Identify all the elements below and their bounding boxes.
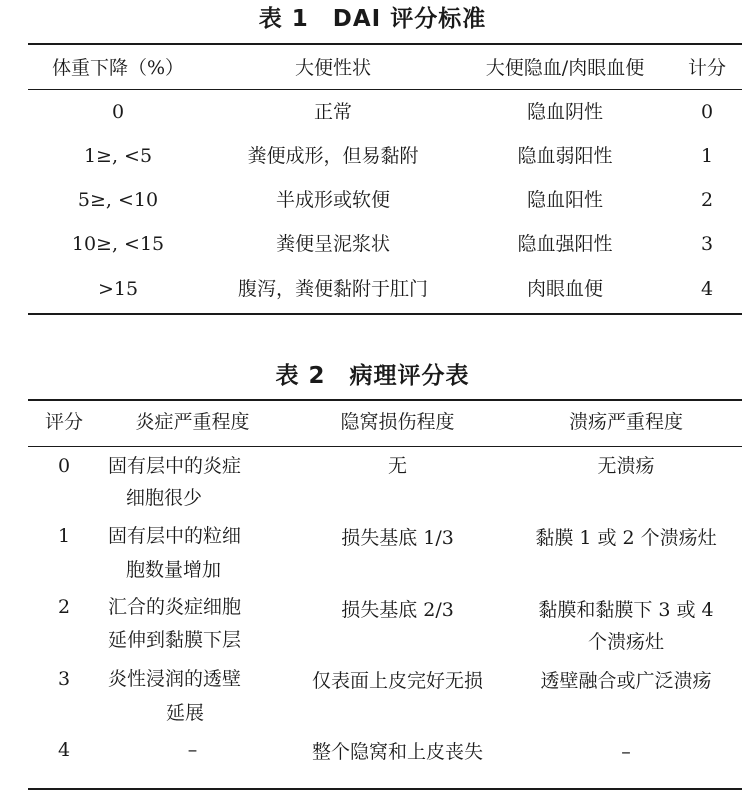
table2-cell-inflammation: 延展	[166, 702, 205, 724]
table2-cell-ulcer: 黏膜 1 或 2 个溃疡灶	[535, 527, 717, 549]
table2-header-ulcer: 溃疡严重程度	[568, 411, 683, 433]
table2-header-rule	[28, 446, 742, 447]
table2-cell-crypt: 无	[387, 455, 407, 477]
table1-header-stool-form: 大便性状	[294, 57, 371, 79]
table2-header-crypt: 隐窝损伤程度	[340, 411, 455, 433]
table2-cell-inflammation: 固有层中的炎症	[108, 455, 242, 477]
table2-cell-inflammation: 炎性浸润的透壁	[108, 668, 242, 690]
table2-bottom-rule	[28, 788, 742, 790]
table1-cell-score: 0	[700, 101, 714, 123]
table2-cell-score: 2	[57, 596, 71, 618]
table1-bottom-rule	[28, 313, 742, 315]
table1-cell-blood: 肉眼血便	[526, 278, 603, 300]
table1-header-score: 计分	[687, 57, 726, 79]
table1-cell-blood: 隐血阳性	[526, 189, 603, 211]
table1-cell-weight: 1≥, <5	[83, 145, 153, 167]
table1-cell-blood: 隐血弱阳性	[517, 145, 613, 167]
table1-cell-blood: 隐血阴性	[526, 101, 603, 123]
table2-top-rule	[28, 399, 742, 401]
table1-caption: 表 1 DAI 评分标准	[258, 6, 487, 32]
table1-cell-stool: 粪便呈泥浆状	[275, 233, 390, 255]
table1-cell-score: 2	[700, 189, 714, 211]
table1-cell-stool: 粪便成形，但易黏附	[247, 145, 419, 167]
table2-cell-ulcer: 透壁融合或广泛溃疡	[540, 670, 712, 692]
table2-cell-inflammation: 汇合的炎症细胞	[108, 596, 242, 618]
table2-cell-ulcer: 黏膜和黏膜下 3 或 4	[538, 599, 714, 621]
table2-cell-crypt: 整个隐窝和上皮丧失	[311, 741, 483, 763]
table2-caption: 表 2 病理评分表	[275, 363, 470, 389]
table2-cell-score: 0	[57, 455, 71, 477]
table1-cell-blood: 隐血强阳性	[517, 233, 613, 255]
table2-cell-inflammation: 延伸到黏膜下层	[108, 629, 242, 651]
table1-header-occult-blood: 大便隐血/肉眼血便	[485, 57, 645, 79]
table2-cell-ulcer: –	[621, 741, 631, 763]
table2-cell-score: 4	[57, 739, 71, 761]
table1-cell-weight: 5≥, <10	[77, 189, 159, 211]
table1-top-rule	[28, 43, 742, 45]
table1-cell-weight: 10≥, <15	[71, 233, 165, 255]
table2-cell-inflammation: –	[187, 739, 198, 761]
table2-cell-ulcer: 个溃疡灶	[587, 631, 664, 653]
table2-cell-crypt: 损失基底 2/3	[341, 599, 454, 621]
table1-cell-score: 4	[700, 278, 714, 300]
table1-header-weight-loss: 体重下降（%）	[51, 57, 185, 79]
table1-cell-weight: >15	[97, 278, 139, 300]
table2-header-inflammation: 炎症严重程度	[135, 411, 250, 433]
table1-cell-stool: 半成形或软便	[275, 189, 390, 211]
table2-cell-crypt: 损失基底 1/3	[341, 527, 454, 549]
table2-cell-score: 3	[57, 668, 71, 690]
table1-cell-weight: 0	[111, 101, 125, 123]
table1-cell-stool: 腹泻，粪便黏附于肛门	[237, 278, 428, 300]
table1-header-rule	[28, 89, 742, 90]
table1-cell-score: 3	[700, 233, 714, 255]
table2-cell-inflammation: 固有层中的粒细	[108, 525, 242, 547]
table2-cell-inflammation: 细胞很少	[126, 487, 203, 509]
table1-cell-score: 1	[700, 145, 714, 167]
table2-cell-ulcer: 无溃疡	[597, 455, 655, 477]
table2-cell-score: 1	[57, 525, 71, 547]
table2-cell-inflammation: 胞数量增加	[126, 559, 222, 581]
table2-cell-crypt: 仅表面上皮完好无损	[311, 670, 483, 692]
table2-header-score: 评分	[44, 411, 83, 433]
table1-cell-stool: 正常	[313, 101, 352, 123]
